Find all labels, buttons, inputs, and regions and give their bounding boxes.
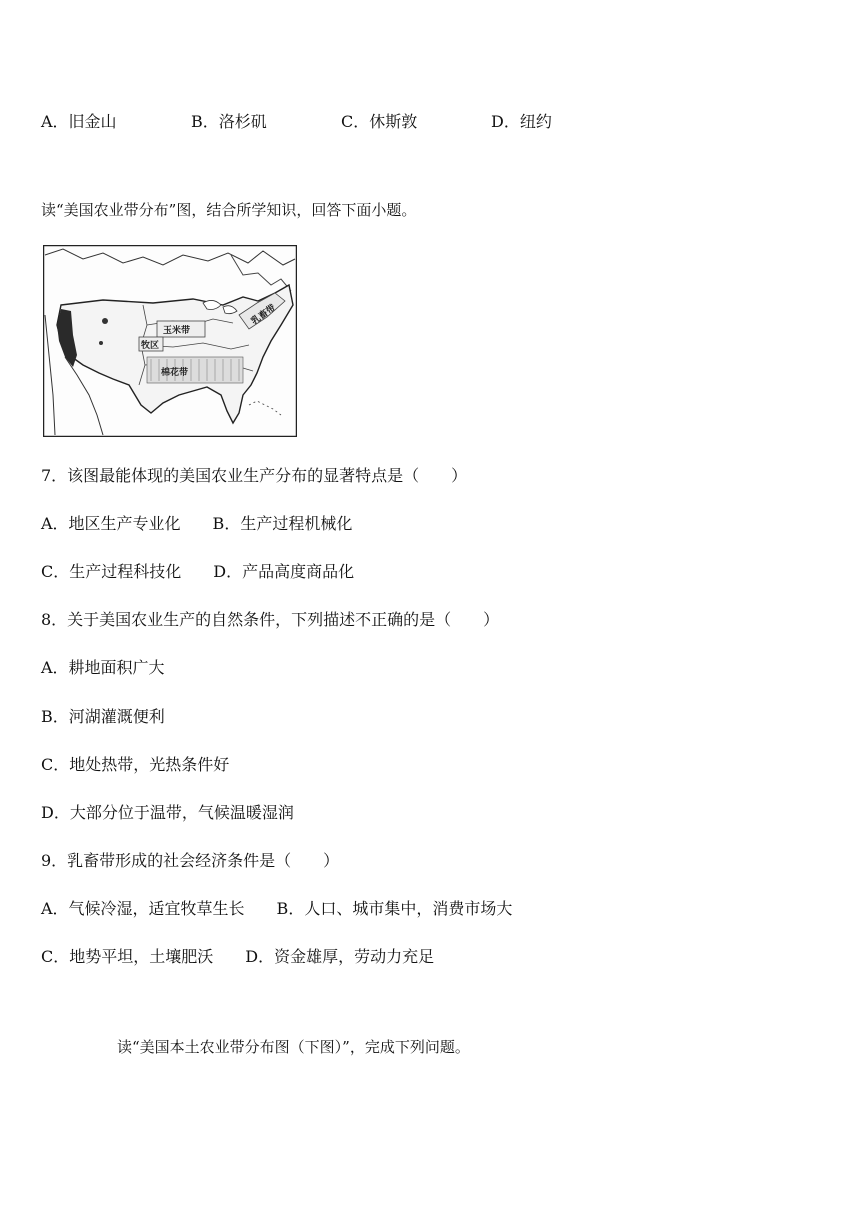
q7-stem: 7．该图最能体现的美国农业生产分布的显著特点是（ ） bbox=[41, 466, 468, 485]
q8-option-c: C．地处热带，光热条件好 bbox=[41, 755, 230, 774]
map-label-corn-belt: 玉米带 bbox=[163, 326, 191, 336]
q6-option-b: B．洛杉矶 bbox=[191, 112, 267, 131]
intro-text-1: 读“美国农业带分布”图，结合所学知识，回答下面小题。 bbox=[41, 201, 417, 219]
intro-text-2: 读“美国本土农业带分布图（下图）”，完成下列问题。 bbox=[117, 1038, 470, 1056]
q7-options-row-2: C．生产过程科技化 D．产品高度商品化 bbox=[41, 562, 355, 581]
q9-stem: 9．乳畜带形成的社会经济条件是（ ） bbox=[41, 851, 340, 870]
q9-options-row-1: A．气候冷湿，适宜牧草生长 B．人口、城市集中，消费市场大 bbox=[41, 899, 513, 918]
map-illustration bbox=[43, 245, 297, 437]
q6-option-a: A．旧金山 bbox=[41, 112, 117, 131]
q6-option-d: D．纽约 bbox=[491, 112, 552, 131]
map-label-dairy-belt: 乳畜带 bbox=[249, 303, 278, 327]
us-agricultural-belts-map bbox=[43, 245, 297, 437]
q9-options-row-2: C．地势平坦，土壤肥沃 D．资金雄厚，劳动力充足 bbox=[41, 947, 435, 966]
map-label-grazing: 牧区 bbox=[141, 341, 160, 351]
q7-options-row-1: A．地区生产专业化 B．生产过程机械化 bbox=[41, 514, 353, 533]
q8-stem: 8．关于美国农业生产的自然条件，下列描述不正确的是（ ） bbox=[41, 610, 500, 629]
q8-option-a: A．耕地面积广大 bbox=[41, 658, 165, 677]
q6-option-c: C．休斯敦 bbox=[341, 112, 418, 131]
q8-option-d: D．大部分位于温带，气候温暖湿润 bbox=[41, 803, 294, 822]
map-label-cotton-belt: 棉花带 bbox=[161, 368, 189, 378]
q8-option-b: B．河湖灌溉便利 bbox=[41, 707, 165, 726]
